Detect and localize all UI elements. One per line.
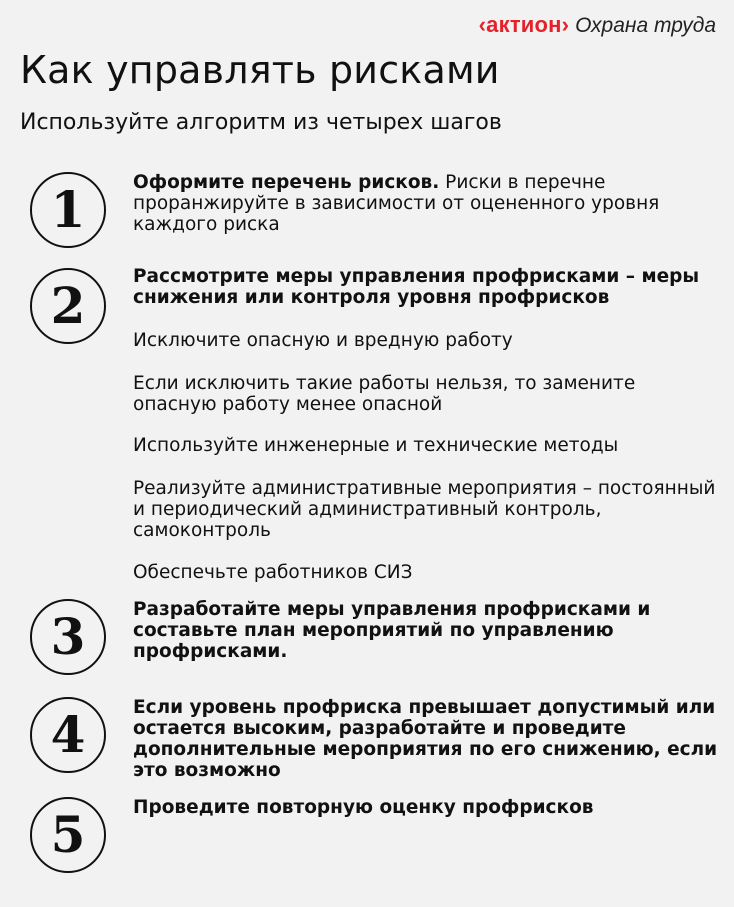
step-number-3: 3 <box>30 599 106 675</box>
step-2-item-1: Исключите опасную и вредную работу <box>133 330 513 351</box>
step-number-4: 4 <box>30 697 106 773</box>
step-2-item-2: Если исключить такие работы нельзя, то замените опасную работу менее опасной <box>133 373 636 415</box>
step-2-item-4: Реализуйте административные мероприятия – постоянный и периодический административный контроль, самоконтроль <box>133 478 716 541</box>
step-2-item-5: Обеспечьте работников СИЗ <box>133 562 413 583</box>
page-subtitle: Используйте алгоритм из четырех шагов <box>20 110 502 135</box>
step-number-2: 2 <box>30 268 106 344</box>
step-5-heading: Проведите повторную оценку профрисков <box>133 797 594 818</box>
step-1-body: Риски в перечне проранжируйте в зависимости от оцененного уровня каждого риска <box>133 172 660 235</box>
step-1-heading: Оформите перечень рисков. <box>133 172 440 193</box>
brand-product: Охрана труда <box>575 14 716 37</box>
step-3-heading: Разработайте меры управления профрисками и составьте план мероприятий по управлению профрисками. <box>133 599 651 662</box>
step-2-item-3: Используйте инженерные и технические методы <box>133 435 619 456</box>
page-title: Как управлять рисками <box>20 48 500 92</box>
brand <box>479 12 716 38</box>
step-4-heading: Если уровень профриска превышает допустимый или остается высоким, разработайте и проведите дополнительные мероприятия по его снижению, если это возможно <box>133 697 718 781</box>
brand-logo: ‹актион› <box>478 12 570 37</box>
step-2-heading: Рассмотрите меры управления профрисками – меры снижения или контроля уровня профрисков <box>133 266 700 308</box>
step-1-text <box>133 172 718 235</box>
step-number-5: 5 <box>30 797 106 873</box>
step-number-1: 1 <box>30 172 106 248</box>
